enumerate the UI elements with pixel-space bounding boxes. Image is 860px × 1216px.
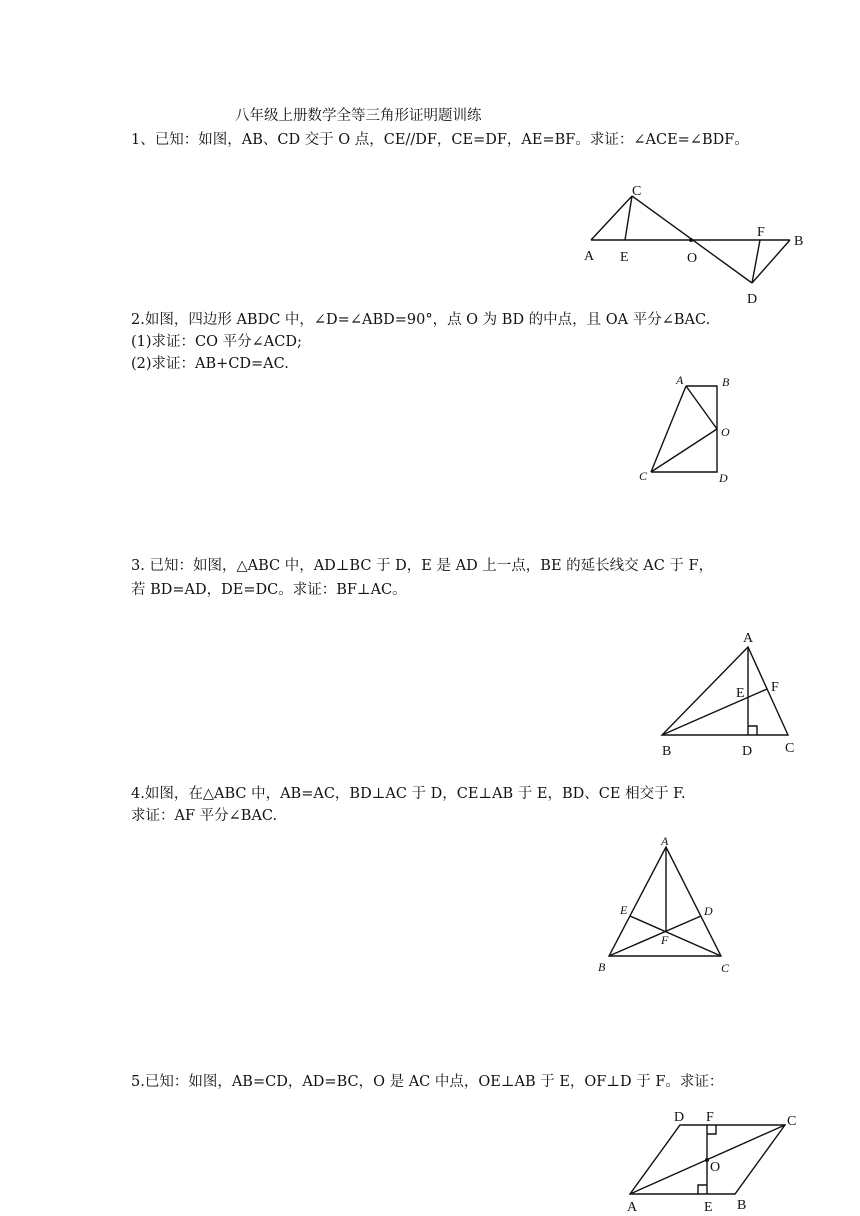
problem-2-line-2: (1)求证：CO 平分∠ACD; <box>131 334 302 350</box>
p3-label-a: A <box>743 631 754 646</box>
problem-2-line-1: 2.如图，四边形 ABDC 中，∠D=∠ABD=90°，点 O 为 BD 的中点，且 OA 平分∠BAC. <box>131 312 711 328</box>
p3-label-f: F <box>771 680 779 695</box>
problem-4-line-2: 求证：AF 平分∠BAC. <box>131 808 278 824</box>
p5-point-o <box>705 1158 709 1162</box>
p4-label-c: C <box>721 961 730 975</box>
p5-label-a: A <box>627 1200 638 1215</box>
p5-right-angle-mark-f <box>707 1125 716 1134</box>
p3-label-d: D <box>742 744 753 759</box>
problem-1-line-1: 1、已知：如图，AB、CD 交于 O 点，CE//DF，CE=DF，AE=BF。求证：∠ACE=∠BDF。 <box>131 132 749 148</box>
problem-4-line-1: 4.如图，在△ABC 中，AB=AC，BD⊥AC 于 D，CE⊥AB 于 E，BD、CE 相交于 F. <box>131 786 686 802</box>
p5-right-angle-mark-e <box>698 1185 707 1194</box>
p4-label-b: B <box>598 960 606 974</box>
p3-label-b: B <box>662 744 672 759</box>
p4-label-d: D <box>704 904 713 918</box>
p3-label-e: E <box>736 686 745 701</box>
p2-label-a: A <box>676 373 684 387</box>
p4-label-e: E <box>620 903 628 917</box>
p1-label-o: O <box>687 251 698 266</box>
p1-label-b: B <box>794 234 804 249</box>
p5-label-o: O <box>710 1160 721 1175</box>
p1-label-f: F <box>757 225 765 240</box>
p1-label-c: C <box>632 184 642 199</box>
p2-label-d: D <box>719 471 728 485</box>
p3-label-c: C <box>785 741 795 756</box>
problem-5-line-1: 5.已知：如图，AB=CD，AD=BC，O 是 AC 中点，OE⊥AB 于 E，OF⊥D 于 F。求证： <box>131 1074 724 1090</box>
page-title: 八年级上册数学全等三角形证明题训练 <box>235 108 482 124</box>
p1-label-a: A <box>584 249 595 264</box>
p1-label-d: D <box>747 292 758 307</box>
problem-2-line-3: (2)求证：AB+CD=AC. <box>131 356 289 372</box>
p2-label-o: O <box>721 425 730 439</box>
p5-label-d: D <box>674 1110 685 1125</box>
p2-label-c: C <box>639 469 648 483</box>
p5-label-e: E <box>704 1200 713 1215</box>
p4-label-a: A <box>661 834 669 848</box>
p4-label-f: F <box>661 933 669 947</box>
p1-label-e: E <box>620 250 629 265</box>
problem-3-line-2: 若 BD=AD，DE=DC。求证：BF⊥AC。 <box>131 582 407 598</box>
p5-label-f: F <box>706 1110 714 1125</box>
p2-label-b: B <box>722 375 730 389</box>
problem-3-line-1: 3. 已知：如图，△ABC 中，AD⊥BC 于 D，E 是 AD 上一点，BE 的延长线交 AC 于 F， <box>131 558 714 574</box>
p5-label-b: B <box>737 1198 747 1213</box>
p5-label-c: C <box>787 1114 797 1129</box>
